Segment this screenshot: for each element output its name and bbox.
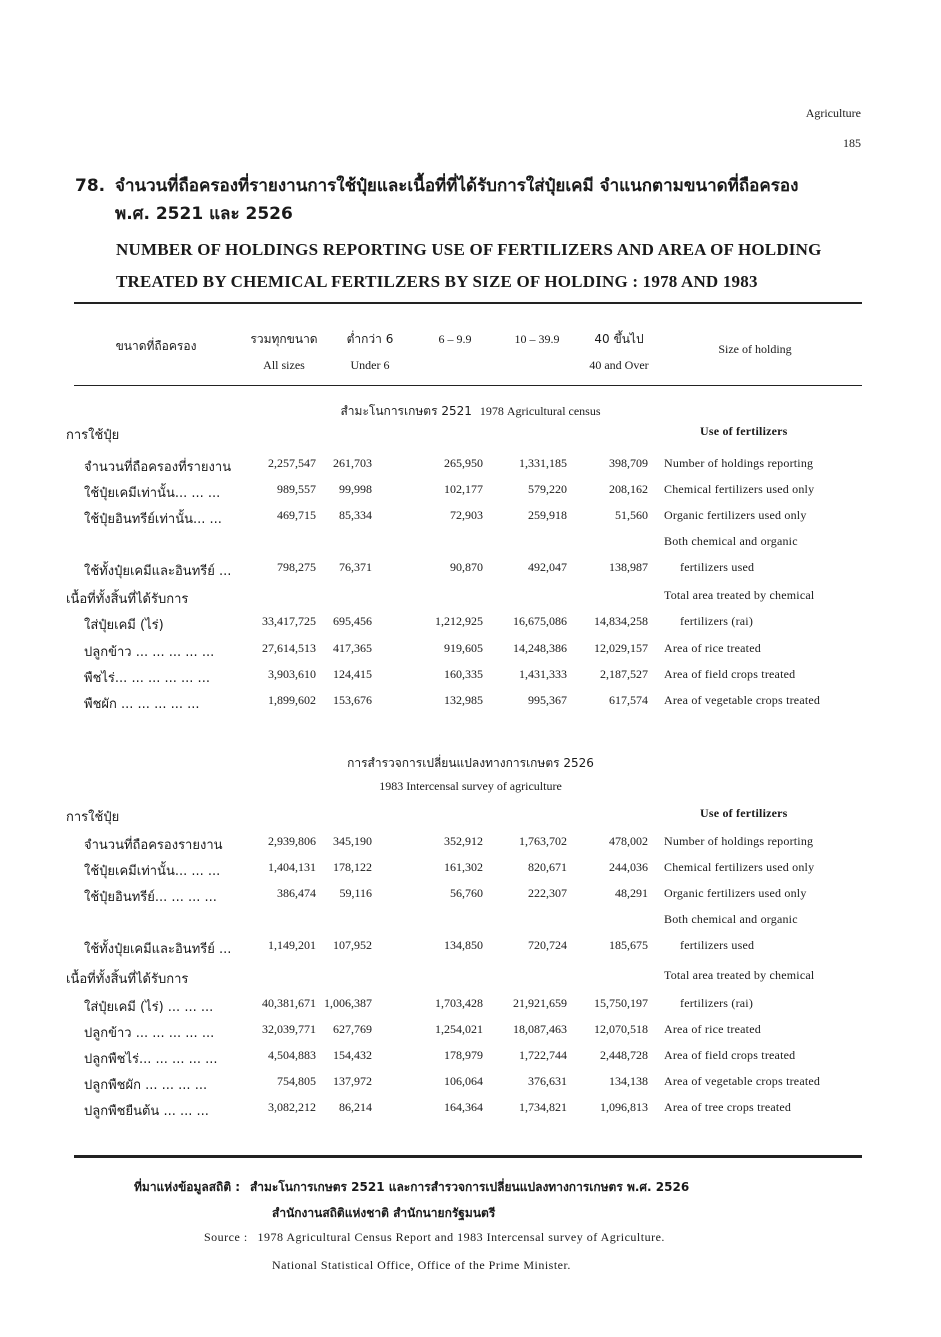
table-row: ใส่ปุ๋ยเคมี (ไร่) ... ... ... 40,381,671 1,006,387 1,703,428 21,921,659 15,750,197 fertilizers (rai): [84, 996, 754, 1015]
source-english-line2: National Statistical Office, Office of the Prime Minister.: [272, 1258, 571, 1272]
group-row: เนื้อที่ทั้งสิ้นที่ได้รับการ Total area treated by chemical: [66, 968, 815, 987]
source-english-line1: Source : 1978 Agricultural Census Report and 1983 Intercensal survey of Agriculture.: [204, 1230, 665, 1244]
col-header-10-39: 10 – 39.9: [514, 332, 560, 346]
table-row: ใช้ทั้งปุ๋ยเคมีและอินทรีย์ ... 798,275 76,371 90,870 492,047 138,987 fertilizers used: [84, 560, 755, 579]
table-row: พืชไร่... ... ... ... ... ... 3,903,610 124,415 160,335 1,431,333 2,187,527 Area of field crops treated: [84, 667, 796, 686]
col-header-size-english: Size of holding: [718, 342, 792, 356]
table-row: จำนวนที่ถือครองรายงาน 2,939,806 345,190 352,912 1,763,702 478,002 Number of holdings reporting: [84, 834, 814, 853]
bottom-rule: [74, 1155, 862, 1158]
col-header-under-6: ต่ำกว่า 6 Under 6: [346, 332, 394, 372]
col-header-all-sizes: รวมทุกขนาด All sizes: [250, 332, 318, 372]
table-row: ปลูกพืชผัก ... ... ... ... 754,805 137,972 106,064 376,631 134,138 Area of vegetable crops treated: [84, 1074, 821, 1093]
running-header: Agriculture: [805, 106, 861, 120]
table-row: ใช้ทั้งปุ๋ยเคมีและอินทรีย์ ... 1,149,201 107,952 134,850 720,724 185,675 fertilizers used: [84, 938, 755, 957]
title-english-line2: TREATED BY CHEMICAL FERTILZERS BY SIZE OF HOLDING : 1978 AND 1983: [116, 272, 758, 291]
header-rule: [74, 385, 862, 386]
section-1978-heading: สำมะโนการเกษตร 2521 1978 Agricultural census: [340, 404, 601, 418]
table-title-english: [116, 234, 876, 298]
source-thai-line1: ที่มาแห่งข้อมูลสถิติ : สำมะโนการเกษตร 2521 และการสำรวจการเปลี่ยนแปลงทางการเกษตร พ.ศ. 2526: [134, 1180, 690, 1194]
table-row: ปลูกข้าว ... ... ... ... ... 27,614,513 417,365 919,605 14,248,386 12,029,157 Area of rice treated: [84, 641, 761, 660]
source-thai-line2: สำนักงานสถิติแห่งชาติ สำนักนายกรัฐมนตรี: [272, 1206, 496, 1220]
table-row: ปลูกพืชไร่... ... ... ... ... 4,504,883 154,432 178,979 1,722,744 2,448,728 Area of field crops treated: [84, 1048, 796, 1067]
table-row: ใช้ปุ๋ยอินทรีย์เท่านั้น... ... 469,715 85,334 72,903 259,918 51,560 Organic fertilizers used only: [84, 508, 807, 527]
table-row-note: Both chemical and organic: [664, 912, 798, 926]
title-thai-line2: พ.ศ. 2521 และ 2526: [115, 204, 293, 224]
group-row: การใช้ปุ๋ย Use of fertilizers: [66, 806, 788, 825]
table-row: จำนวนที่ถือครองที่รายงาน 2,257,547 261,703 265,950 1,331,185 398,709 Number of holdings reporting: [84, 456, 814, 475]
table-row: พืชผัก ... ... ... ... ... 1,899,602 153,676 132,985 995,367 617,574 Area of vegetable crops treated: [84, 693, 821, 712]
group-row: เนื้อที่ทั้งสิ้นที่ได้รับการ Total area treated by chemical: [66, 588, 815, 607]
table-title-thai: [75, 172, 875, 228]
table-row: ใช้ปุ๋ยเคมีเท่านั้น... ... ... 1,404,131 178,122 161,302 820,671 244,036 Chemical fertilizers used only: [84, 860, 815, 879]
section-1983-heading-thai: การสำรวจการเปลี่ยนแปลงทางการเกษตร 2526: [347, 756, 594, 770]
table-row: ปลูกพืชยืนต้น ... ... ... 3,082,212 86,214 164,364 1,734,821 1,096,813 Area of tree crops treated: [84, 1100, 792, 1119]
table-row: ใส่ปุ๋ยเคมี (ไร่) 33,417,725 695,456 1,212,925 16,675,086 14,834,258 fertilizers (rai): [84, 614, 754, 633]
top-rule: [74, 302, 862, 304]
title-english-line1: NUMBER OF HOLDINGS REPORTING USE OF FERTILIZERS AND AREA OF HOLDING: [116, 240, 822, 259]
group-row: การใช้ปุ๋ย Use of fertilizers: [66, 424, 788, 443]
table-row-note: Both chemical and organic: [664, 534, 798, 548]
col-header-6-9: 6 – 9.9: [438, 332, 472, 346]
table-row: ใช้ปุ๋ยอินทรีย์... ... ... ... 386,474 59,116 56,760 222,307 48,291 Organic fertilizers used only: [84, 886, 807, 905]
title-thai-line1: จำนวนที่ถือครองที่รายงานการใช้ปุ๋ยและเนื้อที่ที่ได้รับการใส่ปุ๋ยเคมี จำแนกตามขนาดที่ถือครอง: [115, 176, 799, 196]
col-header-size-thai: ขนาดที่ถือครอง: [115, 339, 197, 353]
page-number: 185: [843, 136, 861, 150]
table-row: ใช้ปุ๋ยเคมีเท่านั้น... ... ... 989,557 99,998 102,177 579,220 208,162 Chemical fertilizers used only: [84, 482, 815, 501]
table-row: ปลูกข้าว ... ... ... ... ... 32,039,771 627,769 1,254,021 18,087,463 12,070,518 Area of rice treated: [84, 1022, 761, 1041]
section-1983-heading-english: 1983 Intercensal survey of agriculture: [379, 779, 562, 793]
col-header-40-over: 40 ขึ้นไป 40 and Over: [589, 332, 649, 372]
table-number: 78.: [75, 176, 106, 196]
